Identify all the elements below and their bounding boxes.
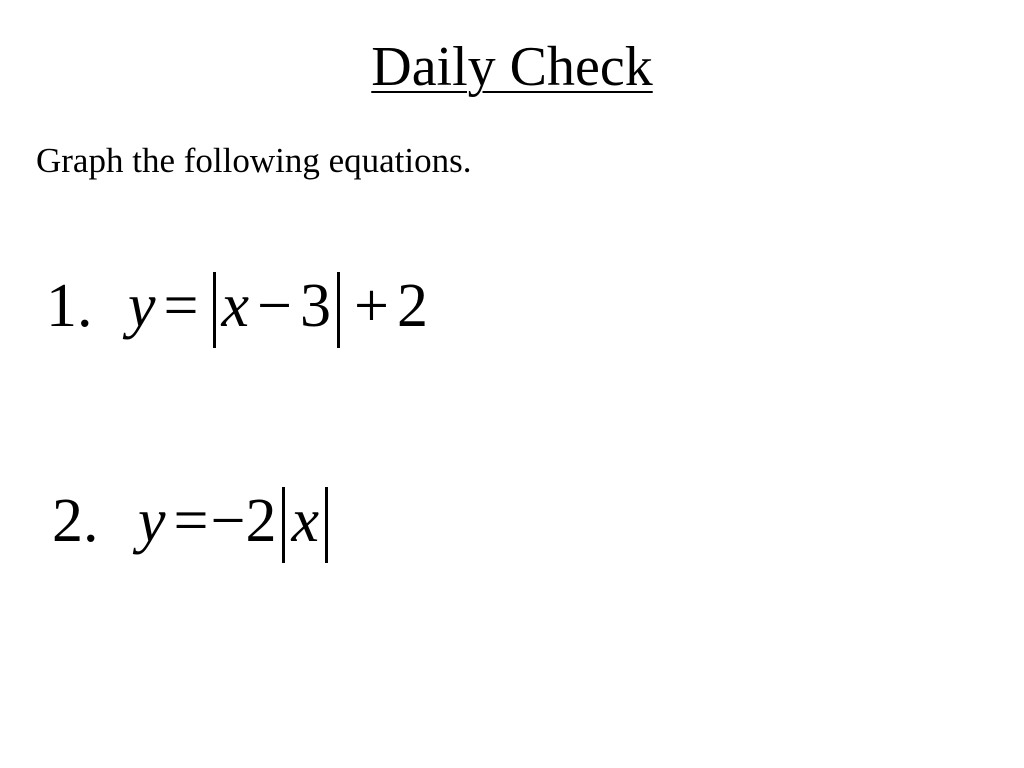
- problem-2-coefficient: 2: [245, 487, 277, 555]
- problem-1-equals-sign: =: [163, 272, 199, 340]
- problem-2: [52, 481, 334, 561]
- slide-title: Daily Check: [371, 36, 653, 98]
- problem-1-minus-sign: −: [257, 272, 292, 340]
- problem-1-abs-constant: 3: [300, 272, 331, 340]
- problem-2-equals-sign: =: [173, 487, 209, 555]
- problem-2-minus-sign: −: [210, 487, 246, 555]
- problem-2-number: 2.: [52, 487, 99, 555]
- problem-2-equation: [138, 481, 334, 561]
- problem-2-abs-bar-left: [282, 487, 285, 563]
- problem-1: [46, 266, 428, 346]
- problem-1-abs-bar-left: [213, 272, 216, 348]
- problem-2-abs-bar-right: [325, 487, 328, 563]
- problem-1-abs-variable: x: [221, 272, 250, 340]
- problem-2-abs-variable: x: [291, 487, 319, 555]
- instruction-text: Graph the following equations.: [36, 141, 472, 180]
- problem-1-abs-bar-right: [337, 272, 340, 348]
- problem-1-constant: 2: [396, 272, 428, 340]
- problem-1-equation: [128, 266, 428, 346]
- problem-1-number: 1.: [46, 272, 93, 340]
- problem-2-lhs-variable: y: [138, 487, 166, 555]
- problem-1-lhs-variable: y: [128, 272, 156, 340]
- problem-1-plus-sign: +: [354, 272, 389, 340]
